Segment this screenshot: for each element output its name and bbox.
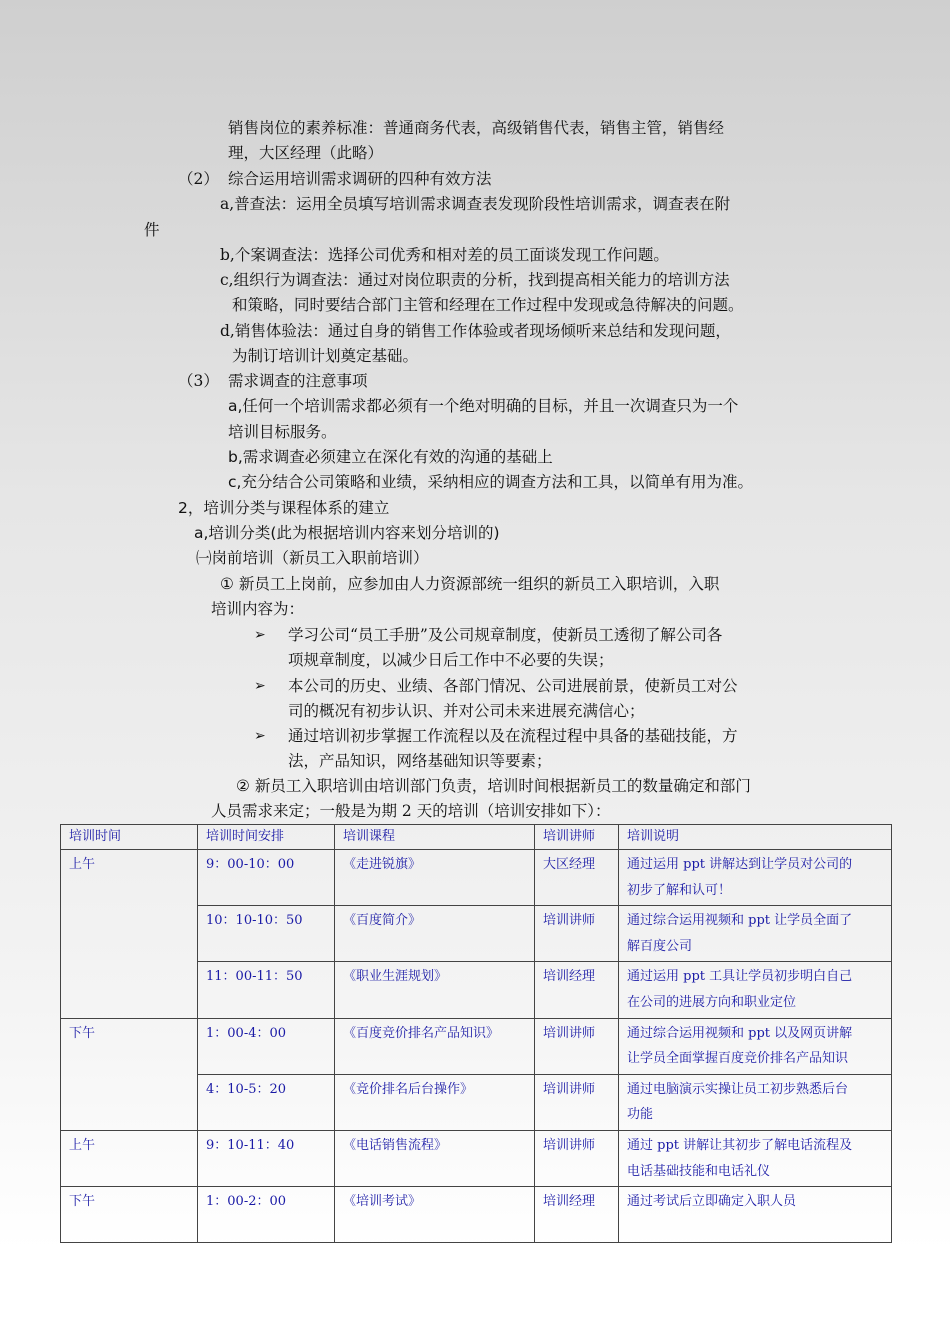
text-line: 件 [144,221,160,239]
text-line: 为制订培训计划奠定基础。 [232,347,419,365]
description-line: 解百度公司 [627,938,693,954]
text-line: ① 新员工上岗前，应参加由人力资源部统一组织的新员工入职培训，入职 [220,575,720,593]
time-cell: 9：10-11：40 [198,1130,335,1186]
column-header: 培训时间安排 [198,825,335,850]
text-line: 销售岗位的素养标准：普通商务代表，高级销售代表，销售主管，销售经 [228,119,725,137]
time-cell: 1：00-4：00 [198,1018,335,1074]
text-line: 理，大区经理（此略） [228,144,384,162]
time-cell: 11：00-11：50 [198,962,335,1018]
description-line: 让学员全面掌握百度竞价排名产品知识 [627,1051,849,1067]
period-cell: 上午 [61,1130,198,1186]
table-row [61,1187,892,1243]
time-cell: 10：10-10：50 [198,906,335,962]
period-cell: 上午 [61,850,198,1019]
bullet-arrow-icon: ➢ [254,627,266,643]
lecturer-cell: 培训讲师 [535,1130,619,1186]
lecturer-cell: 大区经理 [535,850,619,906]
course-cell: 《百度简介》 [335,906,535,962]
description-line: 在公司的进展方向和职业定位 [627,994,797,1010]
text-line: 和策略，同时要结合部门主管和经理在工作过程中发现或急待解决的问题。 [232,296,744,314]
lecturer-cell: 培训讲师 [535,906,619,962]
course-cell: 《竞价排名后台操作》 [335,1074,535,1130]
text-line: 人员需求来定；一般是为期 2 天的培训（培训安排如下）： [211,802,611,820]
text-line: b,个案调查法：选择公司优秀和相对差的员工面谈发现工作问题。 [220,246,669,264]
list-number: （2） [178,170,219,188]
course-cell: 《电话销售流程》 [335,1130,535,1186]
column-header: 培训课程 [335,825,535,850]
section-heading: 需求调查的注意事项 [228,372,368,390]
description-cell [619,906,892,962]
text-line: a,任何一个培训需求都必须有一个绝对明确的目标，并且一次调查只为一个 [228,397,739,415]
table-row [61,1130,892,1186]
bullet-text: 通过培训初步掌握工作流程以及在流程过程中具备的基础技能，方 [288,727,738,745]
description-cell [619,1187,892,1243]
course-cell: 《百度竞价排名产品知识》 [335,1018,535,1074]
description-line: 初步了解和认可！ [627,882,732,898]
text-line: c,组织行为调查法：通过对岗位职责的分析，找到提高相关能力的培训方法 [220,271,730,289]
description-line: 通过综合运用视频和 ppt 以及网页讲解 [627,1025,853,1041]
text-line: a,普查法：运用全员填写培训需求调查表发现阶段性培训需求，调查表在附 [220,195,731,213]
description-line [627,1215,883,1241]
lecturer-cell: 培训经理 [535,962,619,1018]
text-line: d,销售体验法：通过自身的销售工作体验或者现场倾听来总结和发现问题， [220,322,731,340]
description-line: 通过综合运用视频和 ppt 让学员全面了 [627,913,853,929]
section-heading: 综合运用培训需求调研的四种有效方法 [228,170,492,188]
text-line: a,培训分类(此为根据培训内容来划分培训的) [194,524,500,542]
bullet-text: 项规章制度，以减少日后工作中不必要的失误； [288,651,614,669]
time-cell: 4：10-5：20 [198,1074,335,1130]
text-line: 培训内容为： [211,600,305,618]
bullet-arrow-icon: ➢ [254,728,266,744]
training-schedule-table [60,824,892,1243]
description-line: 功能 [627,1107,654,1123]
period-cell: 下午 [61,1187,198,1243]
section-heading: 2，培训分类与课程体系的建立 [178,499,390,517]
bullet-text: 学习公司“员工手册”及公司规章制度，使新员工透彻了解公司各 [288,626,723,644]
course-cell: 《职业生涯规划》 [335,962,535,1018]
description-line: 电话基础技能和电话礼仪 [627,1163,771,1179]
description-cell [619,1130,892,1186]
description-line: 通过运用 ppt 讲解达到让学员对公司的 [627,857,853,872]
time-cell: 1：00-2：00 [198,1187,335,1243]
bullet-arrow-icon: ➢ [254,678,266,694]
column-header: 培训时间 [61,825,198,850]
bullet-text: 本公司的历史、业绩、各部门情况、公司进展前景，使新员工对公 [288,677,738,695]
description-cell [619,962,892,1018]
course-cell: 《培训考试》 [335,1187,535,1243]
description-line: 通过运用 ppt 工具让学员初步明白自己 [627,969,853,985]
table-row [61,850,892,906]
course-cell: 《走进锐旗》 [335,850,535,906]
text-line: 培训目标服务。 [228,423,337,441]
description-cell [619,850,892,906]
description-line: 通过 ppt 讲解让其初步了解电话流程及 [627,1137,853,1153]
table-header-row [61,825,892,850]
lecturer-cell: 培训经理 [535,1187,619,1243]
lecturer-cell: 培训讲师 [535,1018,619,1074]
time-cell: 9：00-10：00 [198,850,335,906]
bullet-text: 法，产品知识，网络基础知识等要素； [288,752,552,770]
table-row [61,1018,892,1074]
description-cell [619,1018,892,1074]
lecturer-cell: 培训讲师 [535,1074,619,1130]
bullet-text: 司的概况有初步认识、并对公司未来进展充满信心； [288,702,645,720]
column-header: 培训说明 [619,825,892,850]
list-number: （3） [178,372,219,390]
description-cell [619,1074,892,1130]
period-cell: 下午 [61,1018,198,1130]
text-line: b,需求调查必须建立在深化有效的沟通的基础上 [228,448,553,466]
text-line: c,充分结合公司策略和业绩，采纳相应的调查方法和工具，以简单有用为准。 [228,473,753,491]
subsection-heading: ㈠岗前培训（新员工入职前培训） [196,549,429,567]
description-line: 通过考试后立即确定入职人员 [627,1194,797,1210]
description-line: 通过电脑演示实操让员工初步熟悉后台 [627,1081,849,1097]
text-line: ② 新员工入职培训由培训部门负责，培训时间根据新员工的数量确定和部门 [236,777,751,795]
column-header: 培训讲师 [535,825,619,850]
